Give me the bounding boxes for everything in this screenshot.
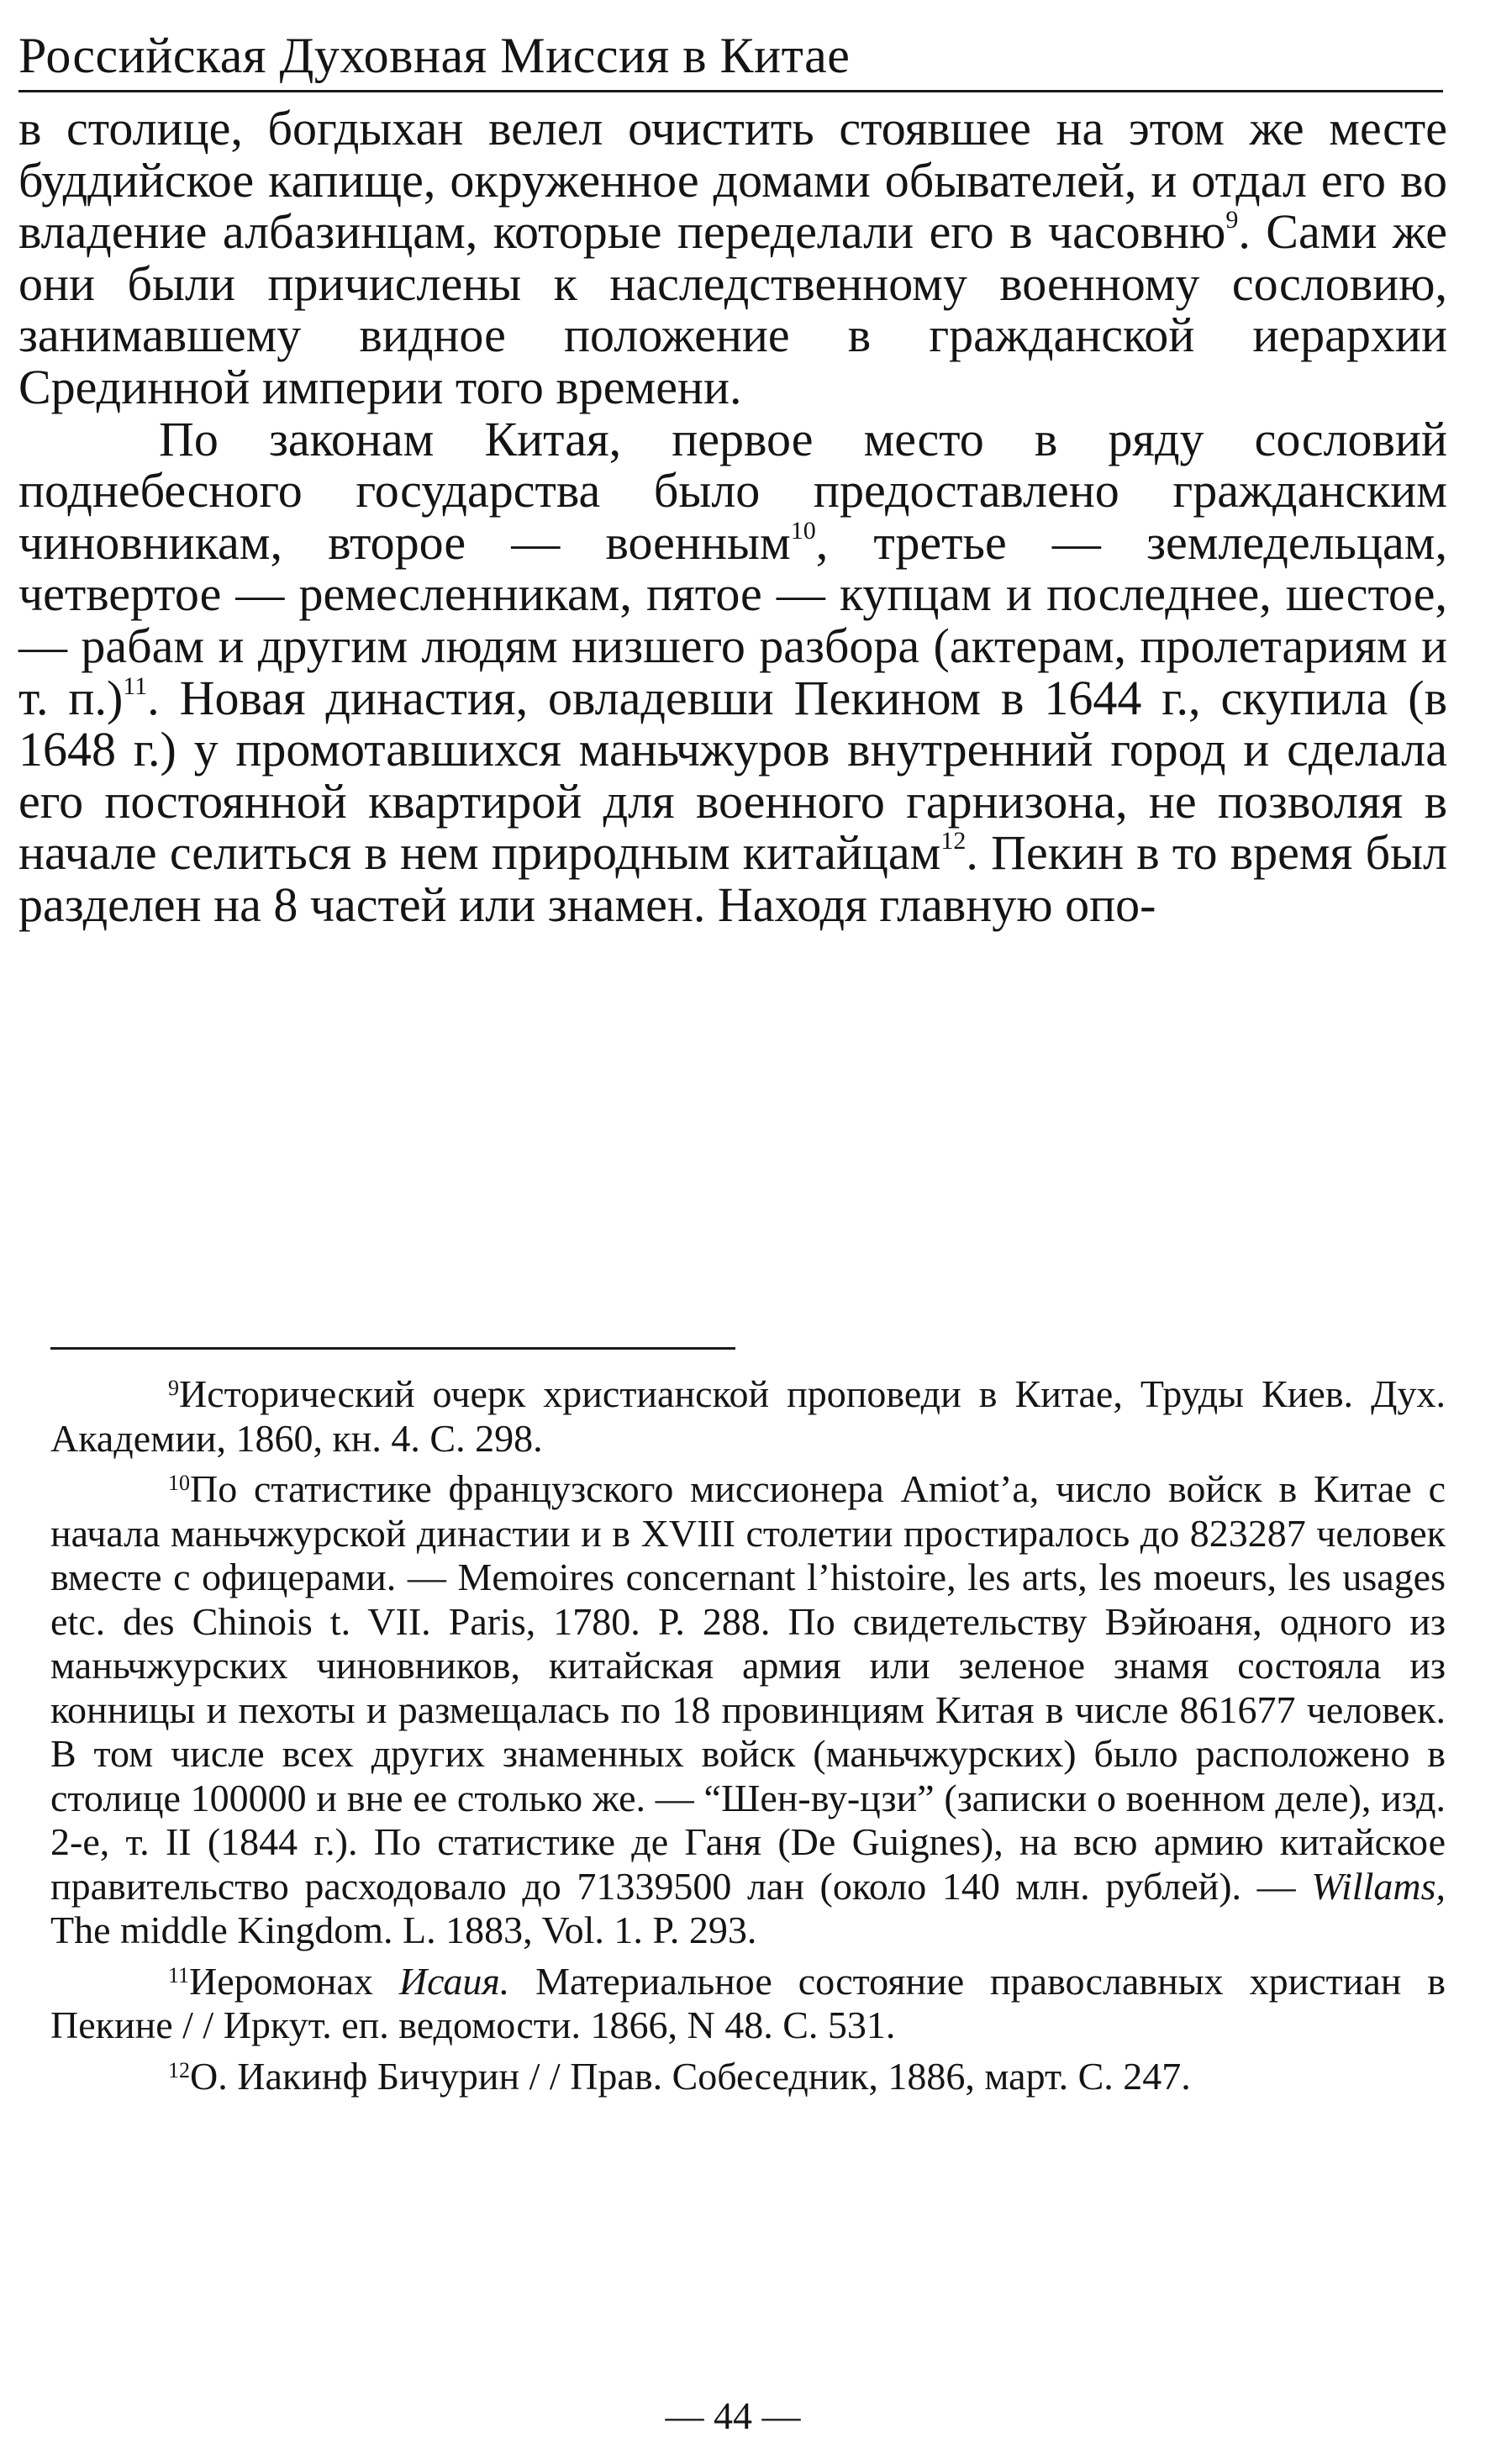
footnotes — [50, 1372, 1446, 2105]
footnote-ref-12: 12 — [940, 827, 967, 856]
footnote-mark: 12 — [168, 2057, 190, 2082]
footnote-ref-9: 9 — [1225, 206, 1239, 234]
paragraph-2-text-c: . Новая династия, овладевши Пекином в 1644 г., скупила (в 1648 г.) у промотавшихся маньчжуров внутренний город и сделала его постоянной квартирой для военного гарнизона, не позволяя в начале селиться в нем природным китайцам — [18, 670, 1447, 881]
footnote-12 — [50, 2055, 1446, 2099]
footnote-mark: 10 — [168, 1471, 190, 1495]
paragraph-2-text-a: По законам Китая, первое место в ряду сословий поднебесного государства было предоставлено гражданским чиновникам, второе — военным — [18, 411, 1447, 570]
footnote-text: The middle Kingdom. L. 1883, Vol. 1. P. 293. — [50, 1909, 757, 1951]
footnote-author: Исаия. — [398, 1959, 510, 2003]
footnote-text: Исторический очерк христианской проповеди в Китае, Труды Киев. Дух. Академии, 1860, кн. 4. С. 298. — [50, 1372, 1446, 1460]
main-text — [18, 103, 1447, 931]
running-header: Российская Духовная Миссия в Китае — [18, 28, 851, 83]
header-rule — [18, 90, 1443, 92]
book-page — [18, 0, 1447, 2464]
footnote-10 — [50, 1467, 1446, 1953]
footnote-mark: 11 — [168, 1962, 190, 1988]
footnote-mark: 9 — [168, 1376, 179, 1400]
paragraph-1-text-a: в столице, богдыхан велел очистить стоявшее на этом же месте буддийское капище, окруженное домами обывателей, и отдал его во владение албазинцам, которые переделали его в часовню — [18, 101, 1447, 260]
paragraph-2-text-d: . Пекин в то время был разделен на 8 частей или знамен. Находя главную опо- — [18, 825, 1447, 932]
paragraph-2 — [18, 413, 1447, 931]
footnote-text: По статистике французского миссионера Amiot’a, число войск в Китае с начала маньчжурской династии и в XVIII столетии простиралось до 823287 человек вместе с офицерами. — Memoires concernant l’histoire, les arts, les moeurs, les usages etc. des Chinois t. VII. Paris, 1780. P. 288. По свидетельству Вэйюаня, одного из маньчжурских чиновников, китайская армия или зеленое знамя состояла из конницы и пехоты и размещалась по 18 провинциям Китая в числе 861677 человек. В том числе всех других знаменных войск (маньчжурских) было расположено в столице 100000 и вне ее столько же. — “Шен-ву-цзи” (записки о военном деле), изд. 2-е, т. II (1844 г.). По статистике де Ганя (De Guignes), на всю армию китайское правительство расходовало до 71339500 лан (около 140 млн. рублей). — — [50, 1467, 1446, 1908]
footnote-ref-10: 10 — [790, 516, 816, 545]
footnote-author: Willams, — [1311, 1864, 1446, 1908]
footnote-ref-11: 11 — [123, 671, 148, 700]
footnote-text: Иеромонах — [189, 1959, 399, 2003]
footnote-text: О. Иакинф Бичурин / / Прав. Собеседник, 1886, март. С. 247. — [190, 2054, 1191, 2098]
footnote-11 — [50, 1960, 1446, 2048]
paragraph-1 — [18, 103, 1447, 413]
paragraph-1-text-b: . Сами же они были причислены к наследственному военному сословию, занимавшему видное положение в гражданской иерархии Срединной империи того времени. — [18, 204, 1447, 414]
footnote-9 — [50, 1372, 1446, 1461]
footnote-rule — [50, 1347, 735, 1350]
footnote-text: Материальное состояние православных христиан в Пекине / / Иркут. еп. ведомости. 1866, N 48. С. 531. — [50, 1959, 1446, 2046]
page-number: — 44 — — [665, 2394, 801, 2437]
paragraph-2-text-b: , третье — земледельцам, четвертое — ремесленникам, пятое — купцам и последнее, шестое, — рабам и другим людям низшего разбора (актерам, пролетариям и т. п.) — [18, 514, 1447, 725]
